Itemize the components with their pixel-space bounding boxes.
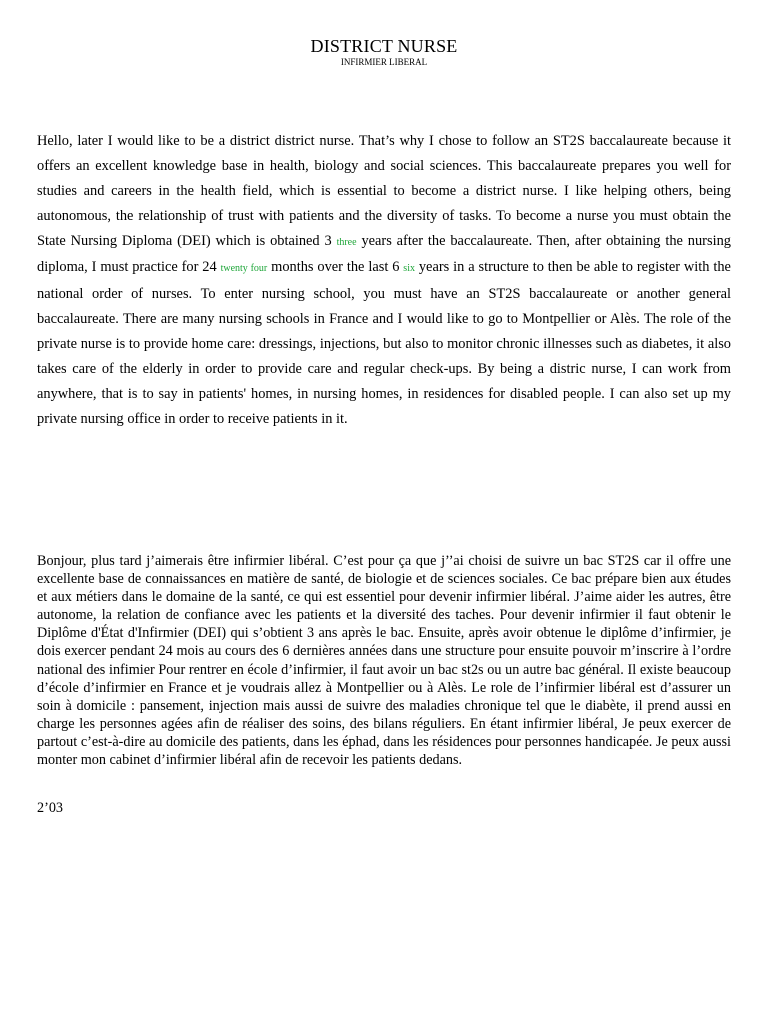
document-subtitle: INFIRMIER LIBERAL <box>340 57 428 67</box>
english-text-part-3: months over the last 6 <box>271 259 400 276</box>
english-text-part-2: years after the baccalaureate. Then, after obtaining the nursing diploma, I must practice for 24 <box>37 233 731 276</box>
annotation-twenty-four: twenty four <box>220 263 268 275</box>
english-text-part-1: Hello, later I would like to be a district district nurse. That’s why I chose to follow an ST2S baccalaureate because it offers an excellent knowledge base in health, biology and social sciences. This baccalaureate prepares you well for studies and careers in the health field, which is essential to become a district nurse. I like helping others, being autonomous, the relationship of trust with patients and the diversity of tasks. To become a nurse you must obtain the State Nursing Diploma (DEI) which is obtained 3 <box>37 133 731 250</box>
english-paragraph <box>37 129 731 432</box>
english-text-part-4: years in a structure to then be able to register with the national order of nurses. To enter nursing school, you must have an ST2S baccalaureate or another general baccalaureate. There are many nursing schools in France and I would like to go to Montpellier or Alès. The role of the private nurse is to provide home care: dressings, injections, but also to monitor chronic illnesses such as diabetes, it also takes care of the elderly in order to provide care and regular check-ups. By being a distric nurse, I can work from anywhere, that is to say in patients' homes, in nursing homes, in residences for disabled people. I can also set up my private nursing office in order to receive patients in it. <box>37 259 731 428</box>
page-number: 2’03 <box>37 800 64 816</box>
french-paragraph: Bonjour, plus tard j’aimerais être infirmier libéral. C’est pour ça que j’’ai choisi de suivre un bac ST2S car il offre une excellente base de connaissances en matière de santé, de biologie et de sciences sociales. Ce bac prépare bien aux études et aux métiers dans le domaine de la santé, ce qui est essentiel pour devenir infirmier libéral. J’aime aider les autres, être autonome, la relation de confiance avec les patients et la diversité des taches. Pour devenir infirmier il faut obtenir le Diplôme d'État d'Infirmier (DEI) qui s’obtient 3 ans après le bac. Ensuite, après avoir obtenue le diplôme d’infirmier, je dois exercer pendant 24 mois au cours des 6 dernières années dans une structure pour ensuite pouvoir m’inscrire à l’ordre national des infimier Pour rentrer en école d’infirmier, il faut avoir un bac st2s ou un autre bac général. Il existe beaucoup d’école d’infirmier en France et je voudrais allez à Montpellier ou à Alès. Le role de l’infirmier libéral est d’assurer un soin à domicile : pansement, injection mais aussi de suivre des maladies chronique tel que le diabète, il prend aussi en charge les personnes agées afin de réaliser des soins, des bilans réguliers. En étant infirmier libéral, Je peux exercer de partout c’est-à-dire au domicile des patients, dans les éphad, dans les résidences pour personnes handicapée. Je peux aussi monter mon cabinet d’infirmier libéral afin de recevoir les patients dedans. <box>37 553 731 769</box>
annotation-three: three <box>336 237 357 249</box>
document-title: DISTRICT NURSE <box>310 36 458 56</box>
annotation-six: six <box>403 263 415 275</box>
